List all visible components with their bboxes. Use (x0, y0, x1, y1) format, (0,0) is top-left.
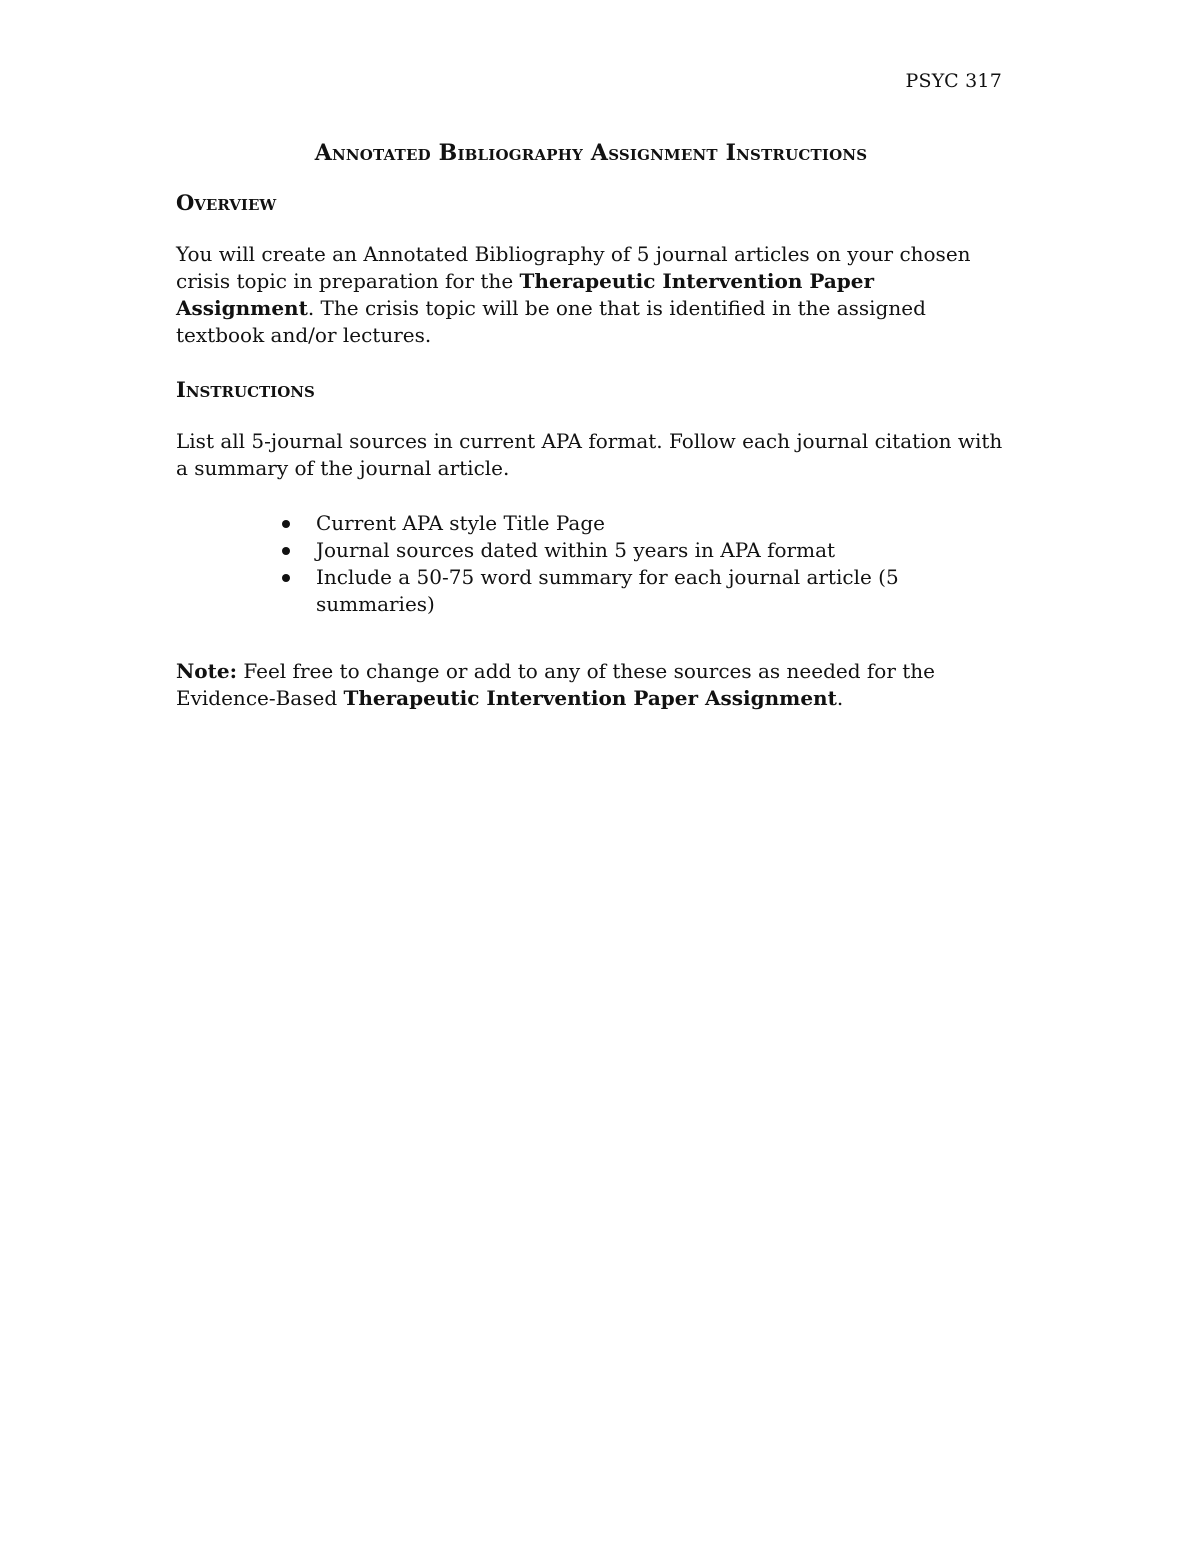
document-title: Annotated Bibliography Assignment Instructions (314, 140, 868, 166)
list-item-text: Current APA style Title Page (316, 511, 605, 535)
overview-bold-assignment: Therapeutic Intervention Paper Assignment (176, 269, 875, 320)
list-item-text: Journal sources dated within 5 years in APA format (316, 538, 836, 562)
note-text-1: Feel free to change or add to any of these sources as needed for the Evidence-Based (176, 659, 936, 710)
running-head: PSYC 317 (905, 70, 1002, 92)
instructions-heading: Instructions (176, 377, 315, 402)
document-body (176, 140, 1006, 740)
list-item (282, 510, 1006, 537)
note-paragraph (176, 658, 1006, 712)
list-item (282, 564, 1006, 618)
bullet-icon (282, 547, 290, 555)
note-bold-assignment: Therapeutic Intervention Paper Assignment (343, 686, 837, 710)
requirements-list (282, 510, 1006, 618)
bullet-icon (282, 574, 290, 582)
overview-text-1: You will create an Annotated Bibliography of 5 journal articles on your chosen crisis topic in preparation for the (176, 242, 971, 293)
note-label: Note: (176, 659, 237, 683)
note-text-2: . (836, 686, 844, 710)
instructions-paragraph: List all 5-journal sources in current APA format. Follow each journal citation with a summary of the journal article. (176, 429, 1003, 480)
bullet-icon (282, 520, 290, 528)
overview-paragraph (176, 241, 1006, 349)
list-item-text: Include a 50-75 word summary for each journal article (5 summaries) (316, 565, 899, 616)
overview-heading: Overview (176, 190, 277, 215)
overview-text-2: . The crisis topic will be one that is identified in the assigned textbook and/or lectures. (176, 296, 926, 347)
list-item (282, 537, 1006, 564)
